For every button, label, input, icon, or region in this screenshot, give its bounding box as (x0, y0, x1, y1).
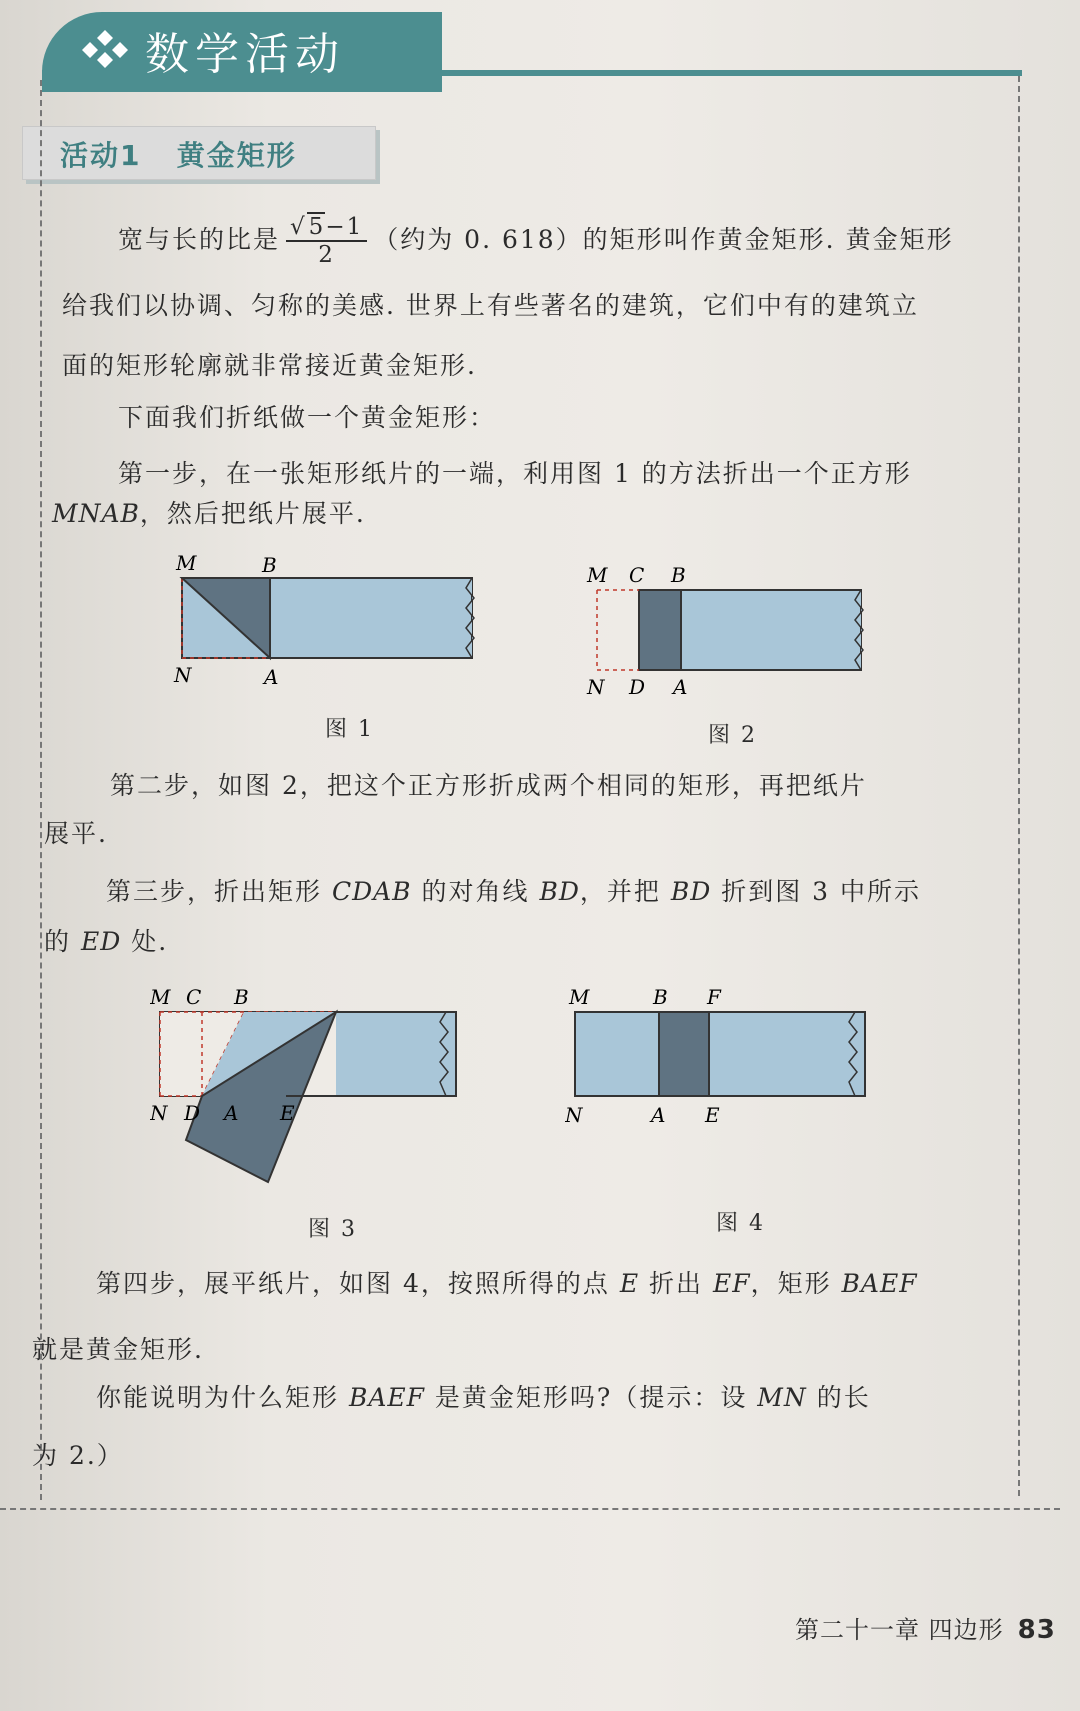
figure-4 (565, 980, 905, 1130)
question-line-1: 你能说明为什么矩形 BAEF 是黄金矩形吗?（提示：设 MN 的长 (96, 1383, 871, 1412)
step2-line-2: 展平. (44, 819, 108, 848)
fig4-label-M: M (569, 985, 590, 1009)
diamond-cluster-icon (80, 28, 130, 68)
fig1-label-M: M (176, 551, 197, 575)
fig4-label-B: B (653, 985, 668, 1009)
step4-line-1: 第四步，展平纸片，如图 4，按照所得的点 E 折出 EF，矩形 BAEF (96, 1269, 918, 1298)
dashed-border-left (40, 80, 42, 1500)
fig4-label-F: F (707, 985, 721, 1009)
fig3-label-A: A (224, 1101, 239, 1125)
fig3-label-E: E (280, 1101, 295, 1125)
figure-2 (585, 560, 885, 700)
paragraph-1-line-1: 宽与长的比是 $\frac{√5-1}{2}$ （约为 0. 618）的矩形叫作黄金矩形. 黄金矩形 (118, 214, 954, 269)
figure-3 (150, 980, 510, 1190)
figure-1 (170, 550, 520, 690)
dashed-border-bottom (0, 1508, 1060, 1510)
figure-3-caption: 图 3 (308, 1217, 357, 1242)
figure-4-caption: 图 4 (716, 1211, 765, 1236)
step3-line-1: 第三步，折出矩形 CDAB 的对角线 BD，并把 BD 折到图 3 中所示 (106, 877, 922, 906)
figure-2-caption: 图 2 (708, 723, 757, 748)
section-title: 数学活动 (145, 29, 345, 80)
fig2-label-C: C (629, 563, 645, 587)
fig3-label-B: B (234, 985, 249, 1009)
step4-line-2: 就是黄金矩形. (32, 1335, 204, 1364)
fig4-label-N: N (565, 1103, 583, 1127)
fig4-label-E: E (705, 1103, 720, 1127)
fig2-label-N: N (587, 675, 605, 699)
step1-line-2: MNAB，然后把纸片展平. (52, 499, 366, 528)
fig1-label-B: B (262, 553, 277, 577)
fig2-label-B: B (671, 563, 686, 587)
fig3-label-N: N (150, 1101, 168, 1125)
paragraph-1-line-2: 给我们以协调、匀称的美感. 世界上有些著名的建筑，它们中有的建筑立 (62, 291, 919, 320)
step2-line-1: 第二步，如图 2，把这个正方形折成两个相同的矩形，再把纸片 (110, 771, 867, 800)
chapter-label: 第二十一章 四边形 (795, 1616, 1004, 1644)
page-footer (795, 1610, 1056, 1645)
paragraph-1-line-3: 面的矩形轮廓就非常接近黄金矩形. (62, 351, 477, 380)
fraction-golden: $\frac{√5-1}{2}$ (286, 214, 367, 269)
page-number: 83 (1017, 1615, 1056, 1645)
step3-line-2: 的 ED 处. (44, 927, 169, 956)
question-line-2: 为 2.） (32, 1441, 124, 1470)
paragraph-2: 下面我们折纸做一个黄金矩形： (118, 403, 497, 432)
fig3-label-C: C (186, 985, 202, 1009)
fig1-label-A: A (264, 665, 279, 689)
fig3-label-M: M (150, 985, 171, 1009)
fig1-label-N: N (174, 663, 192, 687)
fig2-label-D: D (629, 675, 646, 699)
fig2-label-M: M (587, 563, 608, 587)
fig4-label-A: A (651, 1103, 666, 1127)
fig3-label-D: D (184, 1101, 201, 1125)
step1-line-1: 第一步，在一张矩形纸片的一端，利用图 1 的方法折出一个正方形 (118, 459, 912, 488)
dashed-border-right (1018, 76, 1020, 1496)
figure-1-caption: 图 1 (325, 717, 374, 742)
fig2-label-A: A (673, 675, 688, 699)
activity-title: 活动1 黄金矩形 (60, 139, 297, 172)
